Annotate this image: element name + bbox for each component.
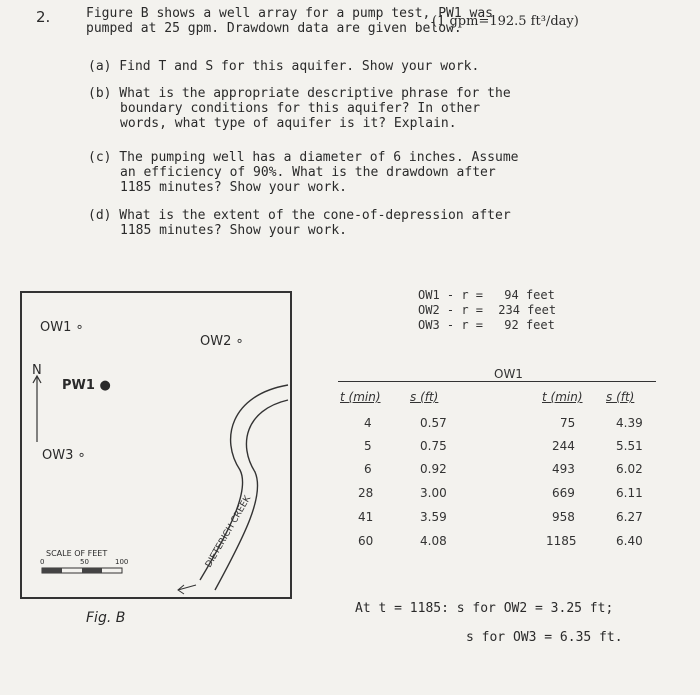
table-left-t-3: 28 bbox=[358, 486, 374, 500]
note-line-1: At t = 1185: s for OW2 = 3.25 ft; bbox=[355, 601, 614, 616]
table-right-t-4: 958 bbox=[552, 510, 575, 524]
table-header-s-right: s (ft) bbox=[606, 390, 635, 404]
table-title: OW1 bbox=[494, 367, 523, 381]
table-left-t-1: 5 bbox=[364, 439, 372, 453]
radius-ow2: OW2 - r = 234 feet bbox=[418, 303, 557, 317]
question-b-line-2: boundary conditions for this aquifer? In other bbox=[120, 101, 481, 116]
table-right-t-3: 669 bbox=[552, 486, 575, 500]
question-b-line-1: (b) What is the appropriate descriptive phrase for the bbox=[88, 86, 511, 101]
table-left-s-2: 0.92 bbox=[420, 462, 447, 476]
table-header-t-left: t (min) bbox=[340, 390, 381, 404]
figure-caption: Fig. B bbox=[86, 610, 126, 626]
table-left-s-1: 0.75 bbox=[420, 439, 447, 453]
table-right-t-1: 244 bbox=[552, 439, 575, 453]
scale-tick-0: 0 bbox=[40, 558, 45, 566]
table-right-t-2: 493 bbox=[552, 462, 575, 476]
table-left-s-3: 3.00 bbox=[420, 486, 447, 500]
table-header-s-left: s (ft) bbox=[410, 390, 439, 404]
question-d-line-2: 1185 minutes? Show your work. bbox=[120, 223, 347, 238]
question-c-line-3: 1185 minutes? Show your work. bbox=[120, 180, 347, 195]
table-left-s-5: 4.08 bbox=[420, 534, 447, 548]
north-arrow-icon bbox=[30, 374, 44, 444]
table-right-s-1: 5.51 bbox=[616, 439, 643, 453]
table-right-s-3: 6.11 bbox=[616, 486, 643, 500]
table-left-s-4: 3.59 bbox=[420, 510, 447, 524]
table-rule bbox=[338, 381, 656, 382]
question-d-line-1: (d) What is the extent of the cone-of-depression after bbox=[88, 208, 511, 223]
note-line-2: s for OW3 = 6.35 ft. bbox=[466, 630, 623, 645]
scale-tick-50: 50 bbox=[80, 558, 89, 566]
table-right-s-0: 4.39 bbox=[616, 416, 643, 430]
table-right-t-0: 75 bbox=[560, 416, 576, 430]
table-left-t-5: 60 bbox=[358, 534, 374, 548]
well-ow1: OW1 ∘ bbox=[40, 320, 84, 335]
table-right-s-2: 6.02 bbox=[616, 462, 643, 476]
table-right-s-5: 6.40 bbox=[616, 534, 643, 548]
question-c-line-1: (c) The pumping well has a diameter of 6 inches. Assume bbox=[88, 150, 519, 165]
table-left-t-0: 4 bbox=[364, 416, 372, 430]
scale-tick-100: 100 bbox=[115, 558, 129, 566]
well-ow3: OW3 ∘ bbox=[42, 448, 86, 463]
table-right-s-4: 6.27 bbox=[616, 510, 643, 524]
well-pw1: PW1 ● bbox=[62, 378, 111, 393]
table-left-t-2: 6 bbox=[364, 462, 372, 476]
question-a: (a) Find T and S for this aquifer. Show your work. bbox=[88, 59, 480, 74]
creek-label: DIETERICH CREEK bbox=[203, 494, 254, 570]
question-b-line-3: words, what type of aquifer is it? Explain. bbox=[120, 116, 457, 131]
north-label: N bbox=[32, 363, 42, 378]
radius-ow1: OW1 - r = 94 feet bbox=[418, 288, 555, 302]
table-left-s-0: 0.57 bbox=[420, 416, 447, 430]
table-right-t-5: 1185 bbox=[546, 534, 577, 548]
problem-intro-line-1: Figure B shows a well array for a pump test, PW1 was bbox=[86, 6, 493, 21]
question-c-line-2: an efficiency of 90%. What is the drawdown after bbox=[120, 165, 496, 180]
table-header-t-right: t (min) bbox=[542, 390, 583, 404]
units-note: (1 gpm=192.5 ft³/day) bbox=[432, 14, 579, 29]
scale-title: SCALE OF FEET bbox=[46, 549, 108, 558]
problem-intro-line-2: pumped at 25 gpm. Drawdown data are given below. bbox=[86, 21, 462, 36]
problem-number: 2. bbox=[36, 8, 51, 26]
well-ow2: OW2 ∘ bbox=[200, 334, 244, 349]
creek-icon bbox=[170, 380, 292, 600]
table-left-t-4: 41 bbox=[358, 510, 374, 524]
radius-ow3: OW3 - r = 92 feet bbox=[418, 318, 555, 332]
